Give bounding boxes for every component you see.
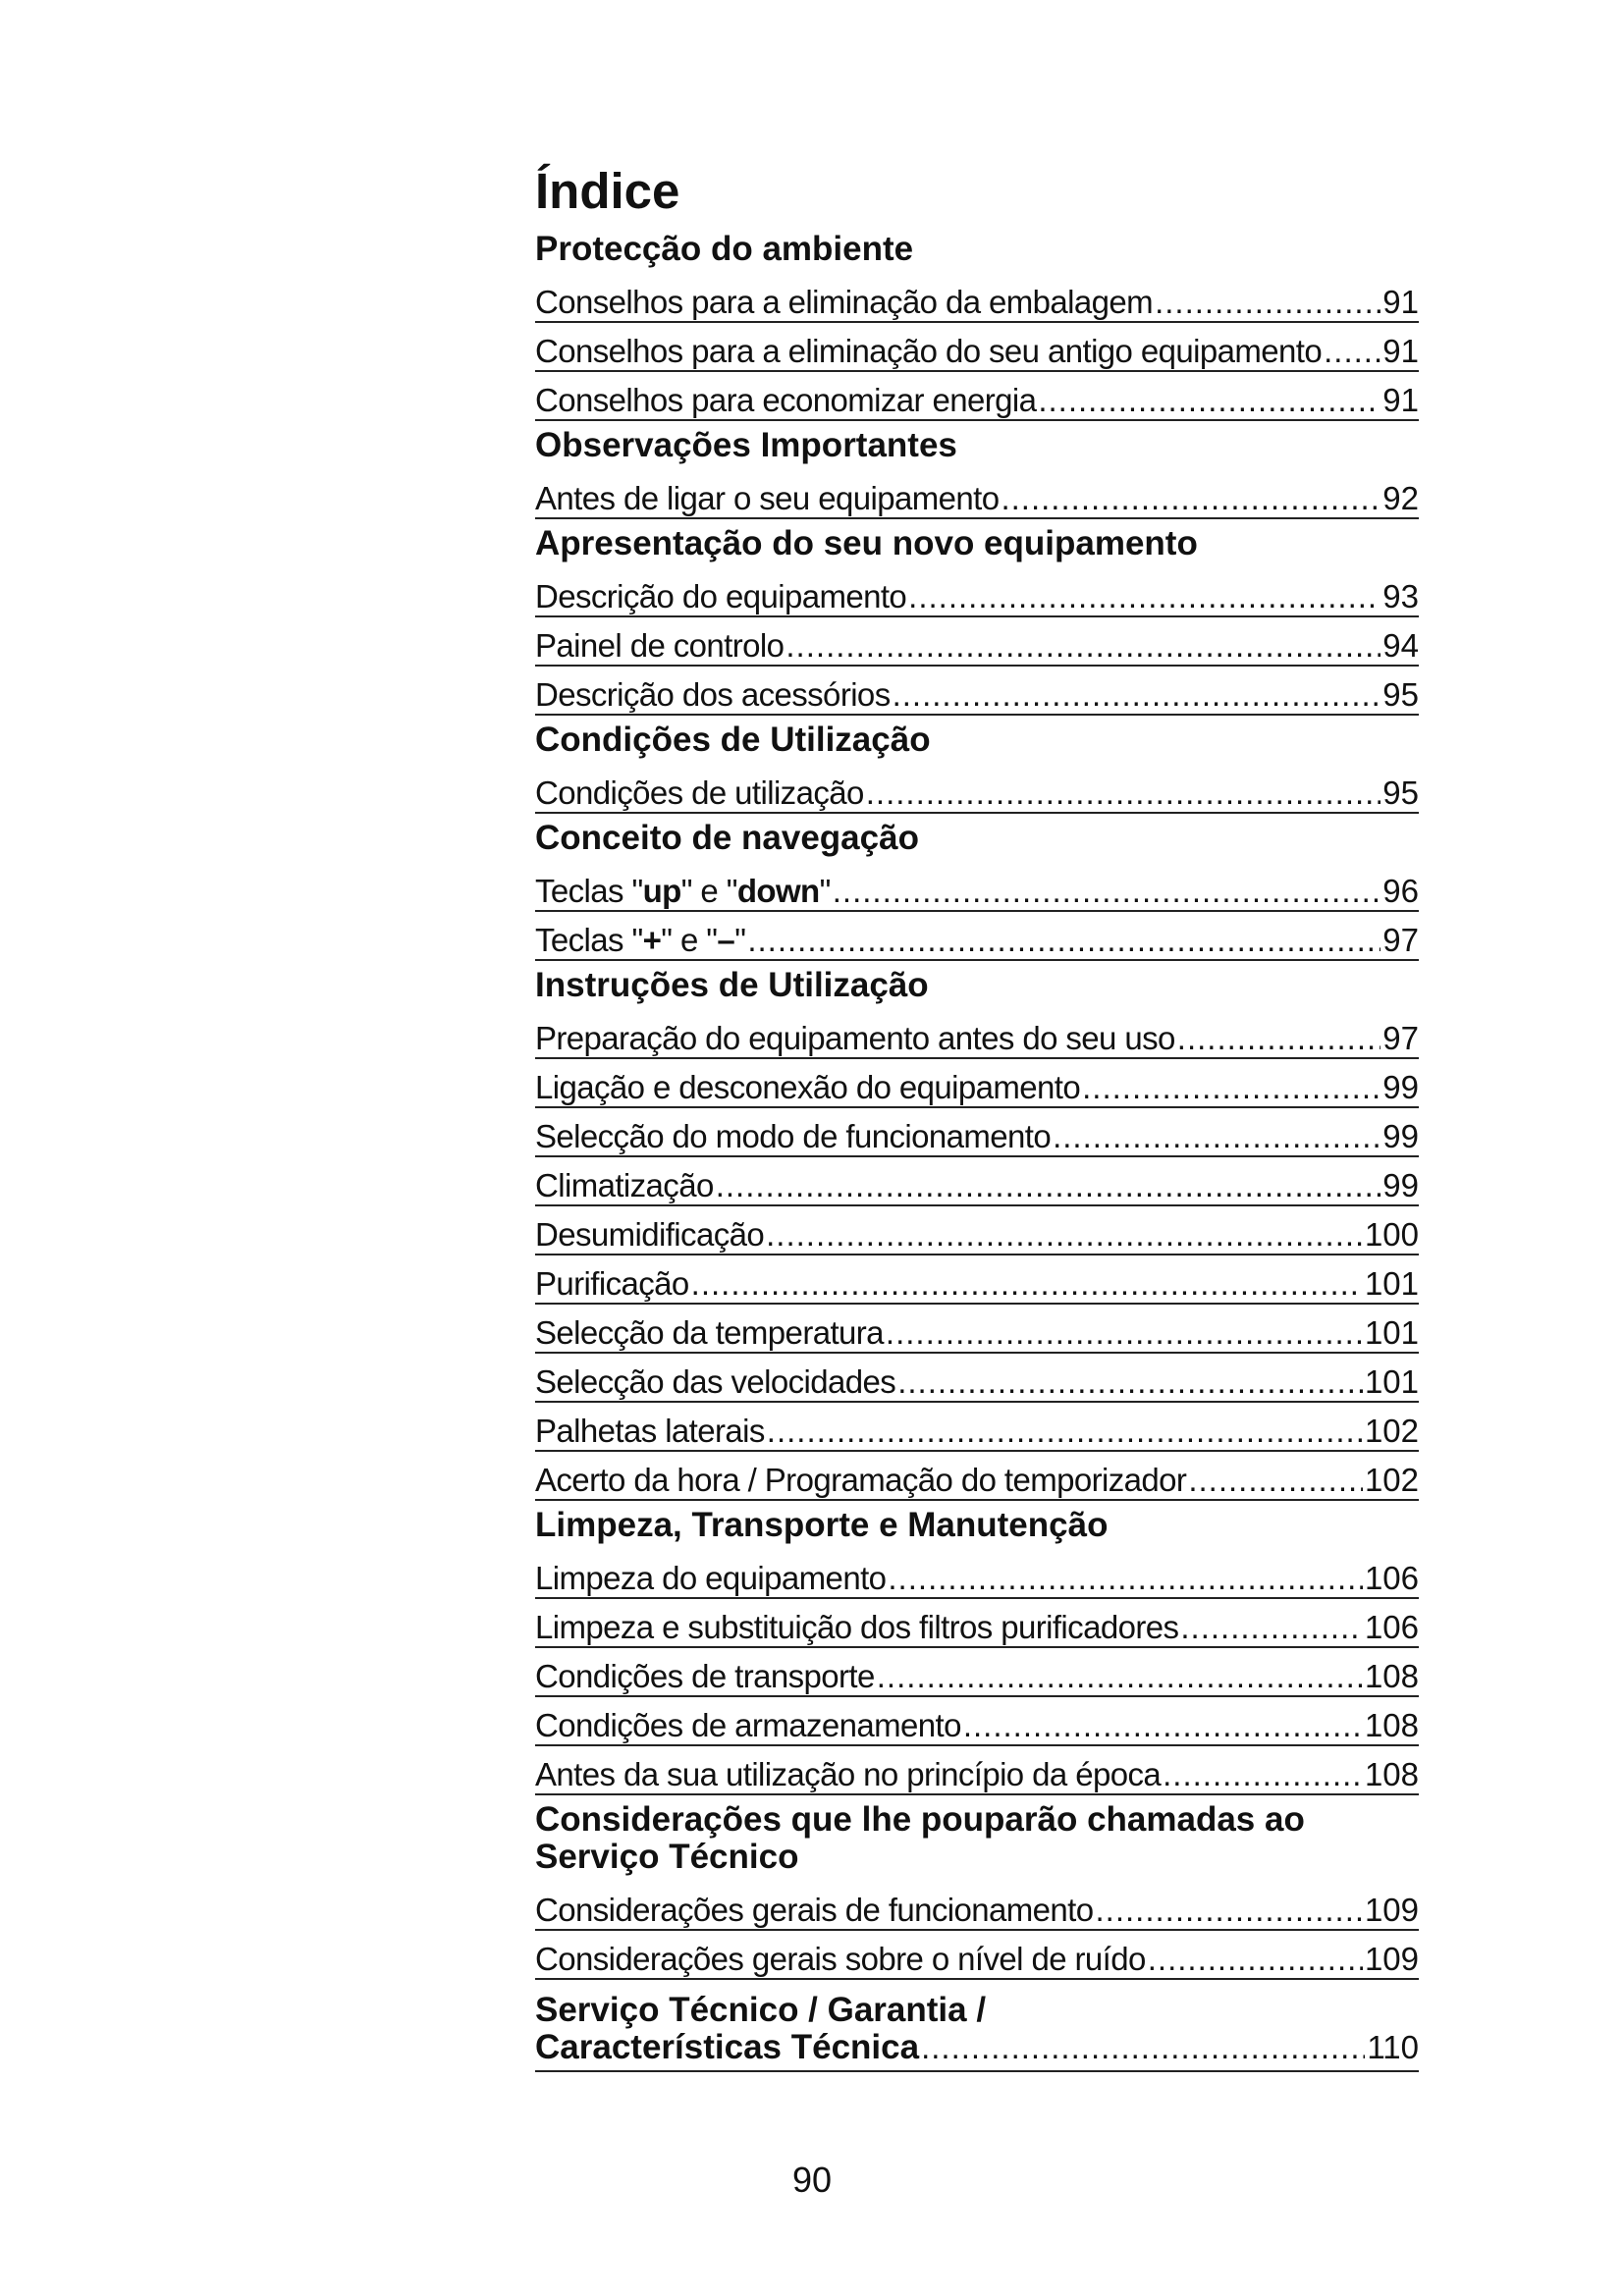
page-title: Índice bbox=[535, 163, 680, 219]
toc-entry[interactable] bbox=[535, 1452, 1419, 1501]
toc-entry-label: Desumidificação bbox=[535, 1216, 765, 1253]
label-key-minus: – bbox=[717, 922, 735, 958]
toc-entry-page: 99 bbox=[1382, 1118, 1419, 1154]
toc-entry-page: 95 bbox=[1382, 774, 1419, 811]
toc-entry[interactable] bbox=[535, 372, 1419, 421]
toc-entry-label: Condições de transporte bbox=[535, 1658, 875, 1694]
table-of-contents bbox=[535, 162, 1419, 2072]
toc-entry-page: 108 bbox=[1364, 1707, 1419, 1743]
toc-entry[interactable] bbox=[535, 1599, 1419, 1648]
toc-entry-label: Limpeza do equipamento bbox=[535, 1560, 887, 1596]
toc-entry-label: Painel de controlo bbox=[535, 627, 785, 664]
label-part: Teclas " bbox=[535, 922, 643, 958]
toc-entry[interactable] bbox=[535, 470, 1419, 519]
toc-entry-page: 101 bbox=[1364, 1314, 1419, 1351]
toc-entry-page: 106 bbox=[1364, 1560, 1419, 1596]
dot-leader bbox=[747, 922, 1380, 959]
dot-leader bbox=[691, 1265, 1363, 1303]
toc-entry-final[interactable] bbox=[535, 2029, 1419, 2072]
toc-entry-label: Considerações gerais sobre o nível de ruído bbox=[535, 1941, 1146, 1977]
toc-entry-label: Palhetas laterais bbox=[535, 1413, 765, 1449]
toc-entry-label: Condições de utilização bbox=[535, 774, 864, 811]
toc-entry-page: 110 bbox=[1367, 2029, 1419, 2065]
toc-entry-page: 97 bbox=[1382, 922, 1419, 958]
toc-entry-page: 91 bbox=[1382, 284, 1419, 320]
final-section bbox=[535, 1980, 1419, 2072]
toc-entry-label: Purificação bbox=[535, 1265, 689, 1302]
dot-leader bbox=[833, 873, 1381, 910]
toc-entry-page: 94 bbox=[1382, 627, 1419, 664]
dot-leader bbox=[1148, 1941, 1363, 1978]
final-section-title-line1: Serviço Técnico / Garantia / bbox=[535, 1991, 987, 2029]
dot-leader bbox=[1082, 1069, 1380, 1106]
toc-entry[interactable] bbox=[535, 323, 1419, 372]
toc-entry-page: 101 bbox=[1364, 1265, 1419, 1302]
dot-leader bbox=[908, 578, 1380, 615]
toc-entry-label: Selecção da temperatura bbox=[535, 1314, 884, 1351]
section-title-limpeza: Limpeza, Transporte e Manutenção bbox=[535, 1506, 1109, 1544]
toc-entry[interactable] bbox=[535, 667, 1419, 716]
label-key-plus: + bbox=[642, 922, 662, 958]
toc-entry[interactable] bbox=[535, 1550, 1419, 1599]
toc-entry-label: Conselhos para a eliminação da embalagem bbox=[535, 284, 1154, 320]
toc-entry-label: Ligação e desconexão do equipamento bbox=[535, 1069, 1081, 1105]
label-part: " e " bbox=[661, 922, 718, 958]
toc-entry-page: 106 bbox=[1364, 1609, 1419, 1645]
dot-leader bbox=[921, 2029, 1365, 2066]
section-title-condicoes-utilizacao: Condições de Utilização bbox=[535, 721, 931, 759]
toc-entry-label: Preparação do equipamento antes do seu uso bbox=[535, 1020, 1175, 1056]
toc-entry-page: 108 bbox=[1364, 1756, 1419, 1792]
dot-leader bbox=[785, 627, 1380, 665]
toc-entry[interactable] bbox=[535, 912, 1419, 961]
toc-entry[interactable] bbox=[535, 1157, 1419, 1206]
toc-entry-page: 92 bbox=[1382, 480, 1419, 516]
toc-entry-label: Considerações gerais de funcionamento bbox=[535, 1892, 1094, 1928]
toc-entry[interactable] bbox=[535, 1354, 1419, 1403]
toc-entry[interactable] bbox=[535, 1206, 1419, 1255]
toc-entry-label: Selecção do modo de funcionamento bbox=[535, 1118, 1052, 1154]
toc-entry-page: 109 bbox=[1364, 1941, 1419, 1977]
dot-leader bbox=[1155, 284, 1380, 321]
section-title-instrucoes: Instruções de Utilização bbox=[535, 966, 929, 1004]
dot-leader bbox=[766, 1216, 1363, 1254]
dot-leader bbox=[1096, 1892, 1363, 1929]
label-part: " bbox=[734, 922, 746, 958]
dot-leader bbox=[1053, 1118, 1380, 1155]
toc-entry[interactable] bbox=[535, 1882, 1419, 1931]
section-title-apresentacao: Apresentação do seu novo equipamento bbox=[535, 524, 1198, 562]
dot-leader bbox=[877, 1658, 1363, 1695]
toc-entry-label: Conselhos para a eliminação do seu antigo equipamento bbox=[535, 333, 1323, 369]
toc-entry-label: Antes da sua utilização no princípio da época bbox=[535, 1756, 1162, 1792]
toc-entry[interactable] bbox=[535, 1305, 1419, 1354]
dot-leader bbox=[888, 1560, 1363, 1597]
toc-entry-label bbox=[535, 873, 831, 910]
section-title-proteccao-ambiente: Protecção do ambiente bbox=[535, 230, 914, 268]
dot-leader bbox=[767, 1413, 1363, 1450]
toc-entry[interactable] bbox=[535, 765, 1419, 814]
toc-entry-label: Limpeza e substituição dos filtros purificadores bbox=[535, 1609, 1179, 1645]
dot-leader bbox=[1001, 480, 1380, 517]
toc-entry[interactable] bbox=[535, 1746, 1419, 1795]
toc-entry-label: Descrição do equipamento bbox=[535, 578, 907, 614]
toc-entry[interactable] bbox=[535, 568, 1419, 617]
toc-entry-label: Conselhos para economizar energia bbox=[535, 382, 1037, 418]
toc-entry-page: 109 bbox=[1364, 1892, 1419, 1928]
toc-entry[interactable] bbox=[535, 1059, 1419, 1108]
dot-leader bbox=[886, 1314, 1363, 1352]
label-key-down: down bbox=[736, 873, 820, 909]
toc-entry[interactable] bbox=[535, 274, 1419, 323]
toc-entry-page: 99 bbox=[1382, 1167, 1419, 1203]
toc-entry-page: 100 bbox=[1364, 1216, 1419, 1253]
toc-entry-label: Condições de armazenamento bbox=[535, 1707, 961, 1743]
dot-leader bbox=[1324, 333, 1380, 370]
label-key-up: up bbox=[642, 873, 681, 909]
page-number: 90 bbox=[791, 2160, 833, 2200]
dot-leader bbox=[897, 1363, 1363, 1401]
toc-entry-page: 93 bbox=[1382, 578, 1419, 614]
label-part: Teclas " bbox=[535, 873, 643, 909]
toc-entry-page: 96 bbox=[1382, 873, 1419, 909]
dot-leader bbox=[893, 676, 1381, 714]
toc-entry-page: 101 bbox=[1364, 1363, 1419, 1400]
toc-entry[interactable] bbox=[535, 1648, 1419, 1697]
toc-entry[interactable] bbox=[535, 1403, 1419, 1452]
toc-entry[interactable] bbox=[535, 617, 1419, 667]
dot-leader bbox=[716, 1167, 1381, 1204]
dot-leader bbox=[1180, 1609, 1363, 1646]
section-title-consideracoes: Considerações que lhe pouparão chamadas ao Serviço Técnico bbox=[535, 1800, 1305, 1876]
toc-entry[interactable] bbox=[535, 1108, 1419, 1157]
toc-entry[interactable] bbox=[535, 863, 1419, 912]
toc-entry-page: 108 bbox=[1364, 1658, 1419, 1694]
section-title-observacoes: Observações Importantes bbox=[535, 426, 957, 464]
final-section-title-line2: Características Técnica bbox=[535, 2028, 920, 2066]
dot-leader bbox=[866, 774, 1381, 812]
toc-entry-page: 91 bbox=[1382, 382, 1419, 418]
toc-entry-page: 99 bbox=[1382, 1069, 1419, 1105]
dot-leader bbox=[1163, 1756, 1363, 1793]
label-part: " e " bbox=[680, 873, 737, 909]
dot-leader bbox=[1177, 1020, 1380, 1057]
toc-entry-page: 102 bbox=[1364, 1462, 1419, 1498]
toc-entry-label bbox=[535, 922, 745, 959]
toc-entry-page: 102 bbox=[1364, 1413, 1419, 1449]
toc-entry-label: Selecção das velocidades bbox=[535, 1363, 896, 1400]
toc-entry-page: 91 bbox=[1382, 333, 1419, 369]
toc-entry[interactable] bbox=[535, 1697, 1419, 1746]
dot-leader bbox=[963, 1707, 1363, 1744]
toc-entry-label: Acerto da hora / Programação do temporizador bbox=[535, 1462, 1187, 1498]
toc-entry-label: Antes de ligar o seu equipamento bbox=[535, 480, 1000, 516]
label-part: " bbox=[819, 873, 831, 909]
toc-entry-page: 97 bbox=[1382, 1020, 1419, 1056]
toc-entry[interactable] bbox=[535, 1931, 1419, 1980]
dot-leader bbox=[1188, 1462, 1363, 1499]
dot-leader bbox=[1038, 382, 1380, 419]
toc-entry[interactable] bbox=[535, 1255, 1419, 1305]
toc-entry-label: Descrição dos acessórios bbox=[535, 676, 891, 713]
toc-entry-page: 95 bbox=[1382, 676, 1419, 713]
toc-entry-label: Climatização bbox=[535, 1167, 714, 1203]
toc-entry[interactable] bbox=[535, 1010, 1419, 1059]
section-title-conceito-navegacao: Conceito de navegação bbox=[535, 819, 919, 857]
